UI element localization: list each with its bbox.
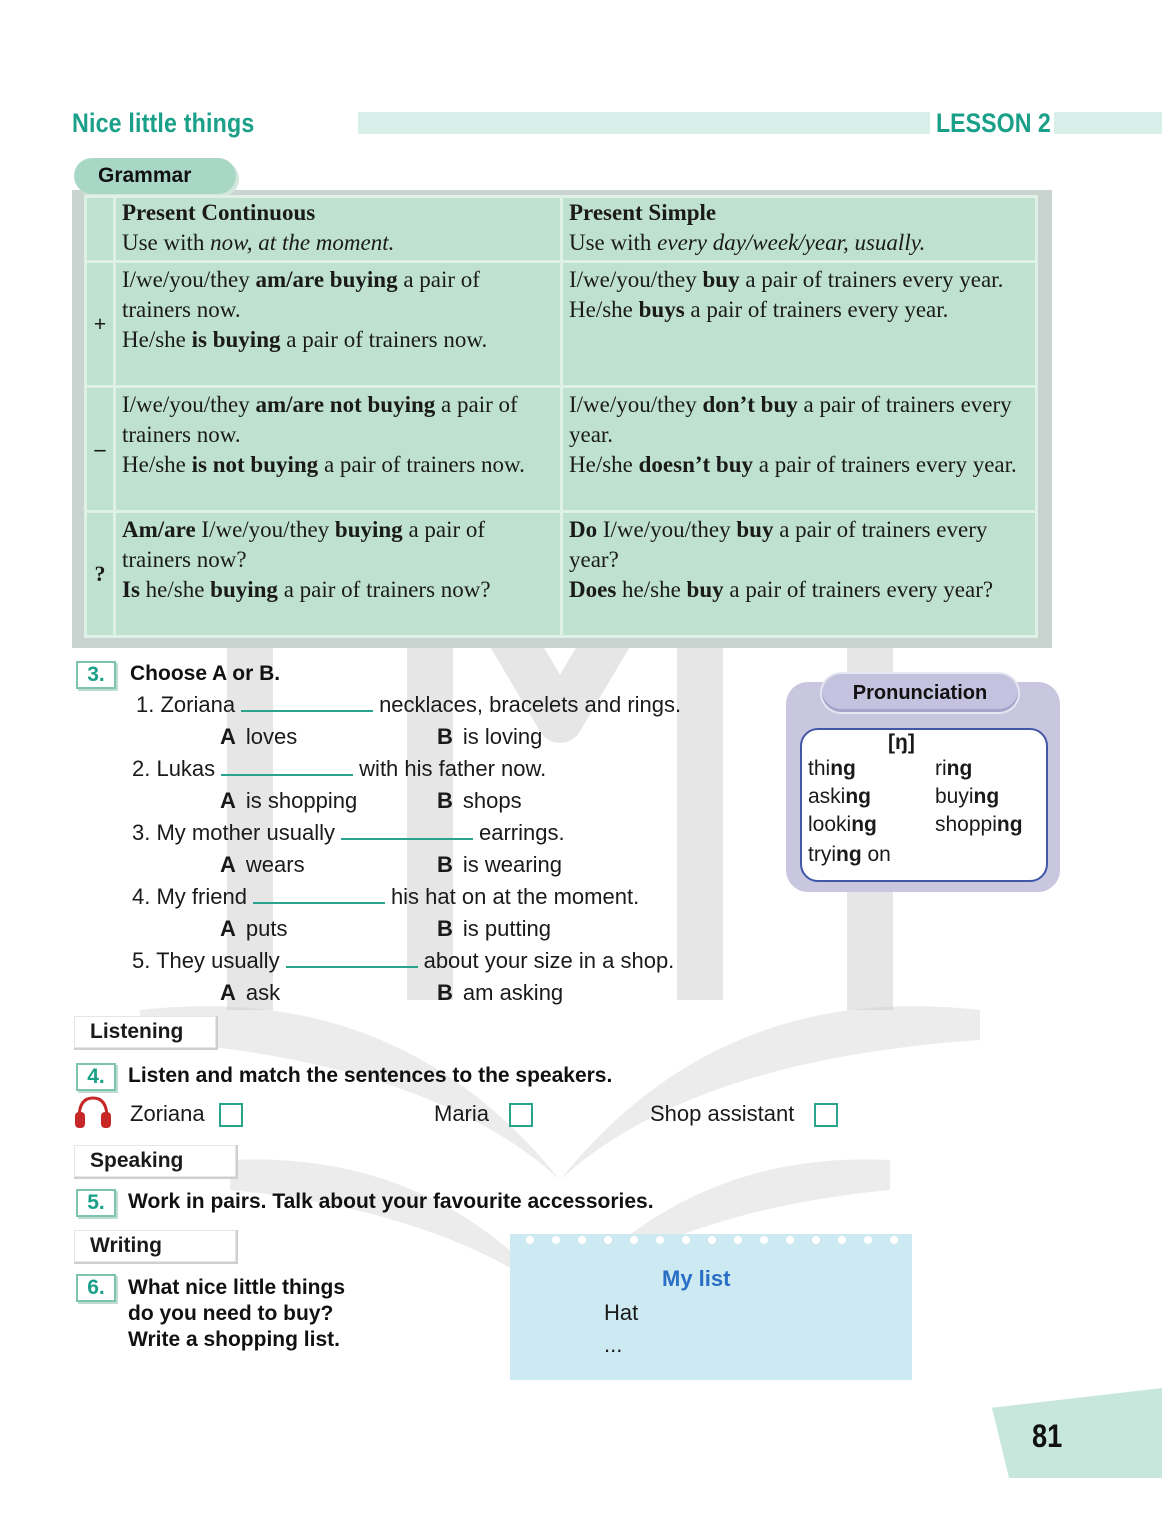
speaker-zoriana (130, 1101, 243, 1127)
option-text: puts (245, 916, 288, 941)
grammar-text: he/she (139, 577, 211, 602)
word-ending: ng (973, 785, 1000, 808)
speaker-maria (434, 1101, 533, 1127)
word-stem: thi (808, 757, 831, 780)
word-ending: ng (996, 813, 1023, 836)
use-prefix: Use with (122, 230, 211, 255)
option-b[interactable] (437, 852, 562, 878)
speaker-shop-assistant (650, 1101, 838, 1127)
word-stem: buyi (935, 785, 974, 808)
grammar-form-bold: buying (334, 517, 403, 542)
word-rest: on (861, 843, 891, 866)
option-a[interactable] (220, 980, 280, 1006)
grammar-text: a pair of trainers every year. (684, 297, 949, 322)
instruction-line: Write a shopping list. (128, 1328, 340, 1351)
grammar-form-bold: don’t buy (702, 392, 798, 417)
use-prefix: Use with (569, 230, 658, 255)
spiral-holes (510, 1232, 912, 1248)
speaker-name: Zoriana (130, 1101, 205, 1126)
shopping-list-note (510, 1234, 912, 1380)
speaking-label: Speaking (74, 1145, 238, 1179)
speaker-name: Maria (434, 1101, 490, 1126)
option-a[interactable] (220, 916, 287, 942)
option-letter: A (220, 916, 236, 941)
instruction-line: do you need to buy? (128, 1302, 334, 1325)
exercise-3-sentence (132, 948, 674, 974)
grammar-form-bold: buy (702, 267, 740, 292)
question-simple-cell (562, 512, 1037, 637)
grammar-text: I/we/you/they (195, 517, 335, 542)
grammar-row-negative (86, 387, 1037, 512)
header-band-right (1054, 112, 1162, 134)
word-ending: ng (830, 757, 856, 780)
grammar-text: a pair of trainers every year? (723, 577, 994, 602)
headphones-icon (74, 1094, 112, 1130)
pronunciation-label: Pronunciation (822, 674, 1018, 712)
question-symbol: ? (86, 512, 115, 637)
lesson-label: LESSON 2 (936, 108, 1051, 138)
option-b[interactable] (437, 724, 542, 750)
word-stem: tryi (808, 843, 836, 866)
speaker-checkbox[interactable] (219, 1103, 243, 1127)
grammar-form-bold: am/are not buying (255, 392, 436, 417)
word-ending: ng (845, 785, 872, 808)
sentence-start: 5. They usually (132, 948, 280, 973)
option-text: loves (245, 724, 298, 749)
option-text: is loving (462, 724, 543, 749)
exercise-number: 5. (76, 1189, 116, 1217)
grammar-text: a pair of trainers now. (122, 267, 480, 322)
option-a[interactable] (220, 852, 305, 878)
phonetic-symbol: [ŋ] (888, 731, 915, 754)
grammar-text: I/we/you/they (122, 267, 256, 292)
present-simple-title: Present Simple (569, 200, 717, 225)
exercise-instruction: Listen and match the sentences to the speakers. (128, 1064, 613, 1087)
word-ending: ng (946, 757, 973, 780)
sentence-start: 4. My friend (132, 884, 247, 909)
positive-symbol: + (86, 262, 115, 387)
option-a[interactable] (220, 724, 297, 750)
option-letter: A (220, 852, 236, 877)
option-text: is putting (462, 916, 551, 941)
exercise-instruction (128, 1275, 345, 1353)
present-simple-header (562, 197, 1037, 262)
option-text: ask (245, 980, 281, 1005)
pronunciation-word (935, 813, 1023, 837)
option-b[interactable] (437, 916, 551, 942)
exercise-instruction: Work in pairs. Talk about your favourite accessories. (128, 1190, 654, 1213)
exercise-number: 6. (76, 1274, 116, 1302)
grammar-text: he/she (616, 577, 687, 602)
option-letter: B (437, 852, 453, 877)
sentence-end: necklaces, bracelets and rings. (379, 692, 682, 717)
grammar-form-bold: Does (569, 577, 617, 602)
exercise-number: 3. (76, 661, 116, 689)
option-letter: B (437, 916, 453, 941)
option-text: wears (245, 852, 305, 877)
writing-label: Writing (74, 1230, 238, 1264)
sentence-start: 3. My mother usually (132, 820, 335, 845)
grammar-form-bold: buy (736, 517, 774, 542)
sentence-start: 2. Lukas (132, 756, 216, 781)
option-letter: B (437, 788, 453, 813)
option-text: shops (462, 788, 522, 813)
option-a[interactable] (220, 788, 357, 814)
speaker-checkbox[interactable] (509, 1103, 533, 1127)
exercise-3-sentence (132, 884, 639, 910)
grammar-form-bold: buys (638, 297, 685, 322)
use-time-words: now, at the moment. (210, 230, 395, 255)
option-text: is wearing (462, 852, 562, 877)
sentence-end: about your size in a shop. (423, 948, 675, 973)
pronunciation-word (808, 813, 877, 837)
positive-continuous-cell (115, 262, 562, 387)
exercise-number: 4. (76, 1063, 116, 1091)
question-continuous-cell (115, 512, 562, 637)
exercise-3-sentence (136, 692, 681, 718)
grammar-text: a pair of trainers now? (122, 517, 486, 572)
answer-blank[interactable] (286, 952, 418, 968)
answer-blank[interactable] (341, 824, 473, 840)
word-ending: ng (836, 843, 862, 866)
negative-symbol: – (86, 387, 115, 512)
negative-continuous-cell (115, 387, 562, 512)
grammar-row-question (86, 512, 1037, 637)
option-b[interactable] (437, 788, 522, 814)
grammar-text: a pair of trainers every year. (739, 267, 1004, 292)
positive-simple-cell (562, 262, 1037, 387)
sentence-end: with his father now. (359, 756, 547, 781)
grammar-header-row (86, 197, 1037, 262)
pronunciation-word (935, 757, 972, 781)
pronunciation-word (808, 757, 856, 781)
answer-blank[interactable] (253, 888, 385, 904)
unit-title: Nice little things (72, 108, 255, 138)
grammar-table (84, 195, 1038, 638)
word-ending: ng (851, 813, 877, 836)
sentence-start: 1. Zoriana (136, 692, 236, 717)
grammar-text: a pair of trainers every year. (569, 392, 1012, 447)
grammar-text: a pair of trainers now? (277, 577, 491, 602)
grammar-form-bold: Do (569, 517, 598, 542)
grammar-form-bold: is buying (191, 327, 281, 352)
grammar-text: I/we/you/they (597, 517, 737, 542)
negative-simple-cell (562, 387, 1037, 512)
exercise-3-sentence (132, 756, 546, 782)
present-continuous-use (122, 228, 554, 258)
grammar-text: a pair of trainers now. (318, 452, 525, 477)
use-time-words: every day/week/year, usually. (657, 230, 926, 255)
exercise-instruction: Choose A or B. (130, 662, 281, 685)
grammar-label: Grammar (74, 158, 236, 194)
option-letter: A (220, 724, 236, 749)
pronunciation-word (808, 843, 891, 867)
option-letter: B (437, 724, 453, 749)
word-stem: shoppi (935, 813, 997, 836)
grammar-text: a pair of trainers every year? (569, 517, 988, 572)
grammar-text: I/we/you/they (122, 392, 256, 417)
header-band (358, 112, 930, 134)
grammar-row-positive (86, 262, 1037, 387)
grammar-form-bold: Is (122, 577, 140, 602)
word-stem: looki (808, 813, 852, 836)
present-continuous-header (115, 197, 562, 262)
sentence-end: his hat on at the moment. (390, 884, 640, 909)
instruction-line: What nice little things (128, 1276, 346, 1299)
option-letter: A (220, 788, 236, 813)
page-number-tab (992, 1388, 1162, 1478)
option-text: am asking (462, 980, 564, 1005)
listening-label: Listening (74, 1016, 218, 1050)
note-item: ... (604, 1332, 623, 1357)
grammar-text: I/we/you/they (569, 392, 703, 417)
word-stem: ri (935, 757, 947, 780)
word-stem: aski (808, 785, 846, 808)
note-item: Hat (604, 1300, 639, 1325)
present-continuous-title: Present Continuous (122, 200, 316, 225)
grammar-text: He/she (569, 452, 639, 477)
note-title: My list (662, 1266, 731, 1291)
grammar-form-bold: buying (210, 577, 278, 602)
grammar-corner-cell (86, 197, 115, 262)
speaker-checkbox[interactable] (814, 1103, 838, 1127)
grammar-text: He/she (122, 327, 192, 352)
grammar-text: a pair of trainers now. (280, 327, 488, 352)
page-number: 81 (1032, 1418, 1063, 1454)
grammar-form-bold: am/are buying (255, 267, 398, 292)
sentence-end: earrings. (478, 820, 565, 845)
grammar-text: I/we/you/they (569, 267, 703, 292)
pronunciation-word (808, 785, 871, 809)
exercise-3-sentence (132, 820, 565, 846)
option-b[interactable] (437, 980, 563, 1006)
grammar-form-bold: is not buying (191, 452, 319, 477)
option-letter: A (220, 980, 236, 1005)
grammar-text: a pair of trainers now. (122, 392, 518, 447)
option-letter: B (437, 980, 453, 1005)
speaker-name: Shop assistant (650, 1101, 795, 1126)
grammar-form-bold: Am/are (122, 517, 196, 542)
present-simple-use (569, 228, 1029, 258)
grammar-form-bold: doesn’t buy (638, 452, 754, 477)
grammar-text: He/she (122, 452, 192, 477)
answer-blank[interactable] (241, 696, 373, 712)
pronunciation-word (935, 785, 999, 809)
answer-blank[interactable] (221, 760, 353, 776)
grammar-text: He/she (569, 297, 639, 322)
option-text: is shopping (245, 788, 358, 813)
grammar-text: a pair of trainers every year. (753, 452, 1017, 477)
grammar-form-bold: buy (686, 577, 724, 602)
